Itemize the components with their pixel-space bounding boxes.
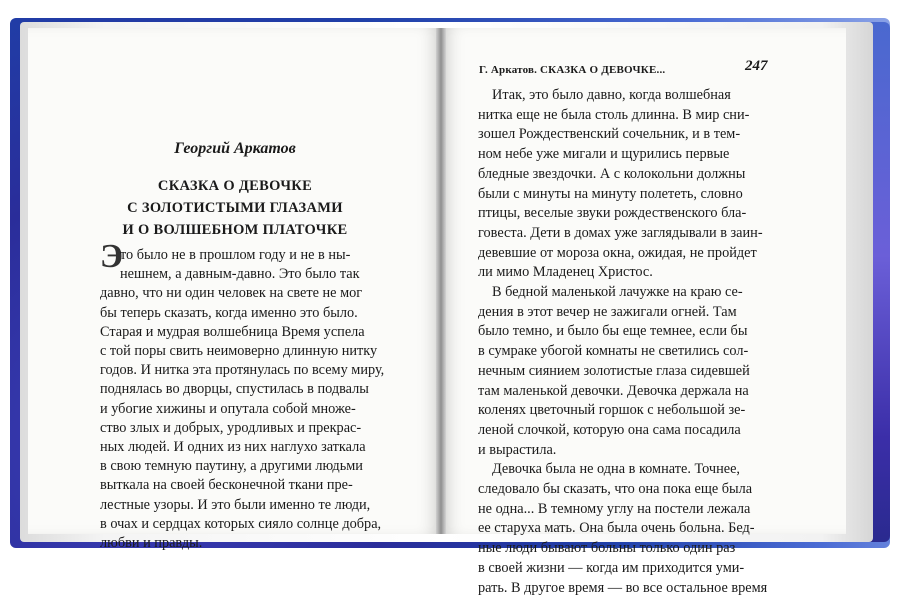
- chapter-author: Георгий Аркатов: [174, 140, 296, 157]
- drop-cap: Э: [100, 238, 124, 275]
- text-line: ство злых и добрых, уродливых и прекрас-: [100, 419, 362, 436]
- text-line: там маленькой девочки. Девочка держала на: [478, 382, 749, 399]
- text-line: то было не в прошлом году и не в ны-: [120, 247, 351, 263]
- text-line: в свою темную паутину, а другими людьми: [100, 458, 363, 475]
- text-line: Девочка была не одна в комнате. Точнее,: [492, 461, 741, 478]
- text-line: В бедной маленькой лачужке на краю се-: [492, 284, 743, 301]
- text-line: не одна... В темному углу на постели лежала: [478, 500, 751, 517]
- text-line: леной слочкой, которую она сама посадила: [478, 421, 741, 438]
- running-head: Г. Аркатов. СКАЗКА О ДЕВОЧКЕ...: [479, 64, 666, 76]
- text-line: и вырастила.: [478, 441, 557, 458]
- page-number: 247: [745, 58, 768, 74]
- right-page-text: [478, 86, 768, 598]
- text-line: нечным сиянием золотистые глаза сидевшей: [478, 362, 750, 379]
- text-line: бледные звездочки. А с колокольни должны: [478, 165, 746, 182]
- text-line: давно, что ни один человек на свете не мог: [100, 285, 363, 302]
- text-line: было темно, и было бы еще темнее, если бы: [478, 323, 748, 340]
- text-line: годов. И нитка эта протянулась по всему миру,: [100, 362, 385, 379]
- text-line: Итак, это было давно, когда волшебная: [492, 87, 731, 103]
- text-line: зошел Рождественский сочельник, и в тем-: [478, 126, 741, 143]
- chapter-title: [55, 175, 415, 241]
- text-line: говеста. Дети в домах уже заглядывали в заин-: [478, 224, 763, 241]
- text-line: ных людей. И одних из них наглухо заткала: [100, 439, 366, 456]
- text-line: ные люди бывают больны только один раз: [478, 540, 736, 557]
- text-line: нитка еще не была столь длинна. В мир сни-: [478, 106, 750, 123]
- text-line: в очах и сердцах которых сияло солнце добра,: [100, 515, 382, 532]
- text-line: были с минуты на минуту полететь, словно: [478, 185, 743, 202]
- text-line: рать. В другое время — во все остальное время: [478, 579, 768, 596]
- chapter-title-line: СКАЗКА О ДЕВОЧКЕ: [157, 178, 313, 194]
- text-line: в своей жизни — когда им приходится уми-: [478, 559, 745, 576]
- text-line: птицы, веселые звуки рождественского бла-: [478, 205, 747, 222]
- book-gutter: [436, 28, 446, 534]
- text-line: ном небе уже мигали и щурились первые: [478, 146, 730, 163]
- chapter-title-line: С ЗОЛОТИСТЫМИ ГЛАЗАМИ: [127, 200, 343, 216]
- text-line: нешнем, а давным-давно. Это было так: [120, 266, 360, 283]
- text-line: с той поры свить неимоверно длинную нитку: [100, 343, 378, 360]
- text-line: лестные узоры. И это были именно те люди,: [100, 496, 371, 513]
- text-line: Старая и мудрая волшебница Время успела: [100, 323, 365, 340]
- text-line: следовало бы сказать, что она пока еще была: [478, 481, 753, 498]
- text-line: дения в этот вечер не зажигали огней. Там: [478, 303, 737, 320]
- text-line: ли мимо Младенец Христос.: [478, 264, 653, 281]
- text-line: коленях цветочный горшок с небольшой зе-: [478, 402, 746, 419]
- text-line: и убогие хижины и опутала собой множе-: [100, 400, 356, 417]
- text-line: выткала на своей бесконечной ткани пре-: [100, 477, 353, 494]
- text-line: поднялась во дворцы, спустилась в подвалы: [100, 381, 369, 398]
- text-line: ее старуха мать. Она была очень больна. Бед-: [478, 520, 755, 537]
- text-line: в сумраке убогой комнаты не светились сол-: [478, 343, 749, 360]
- text-line: любви и правды.: [100, 535, 203, 552]
- text-line: бы теперь сказать, когда именно это было.: [100, 304, 358, 321]
- text-line: девевшие от мороза окна, ожидая, не пройдет: [478, 244, 757, 261]
- left-page-text: [100, 246, 402, 553]
- chapter-title-line: И О ВОЛШЕБНОМ ПЛАТОЧКЕ: [122, 222, 348, 238]
